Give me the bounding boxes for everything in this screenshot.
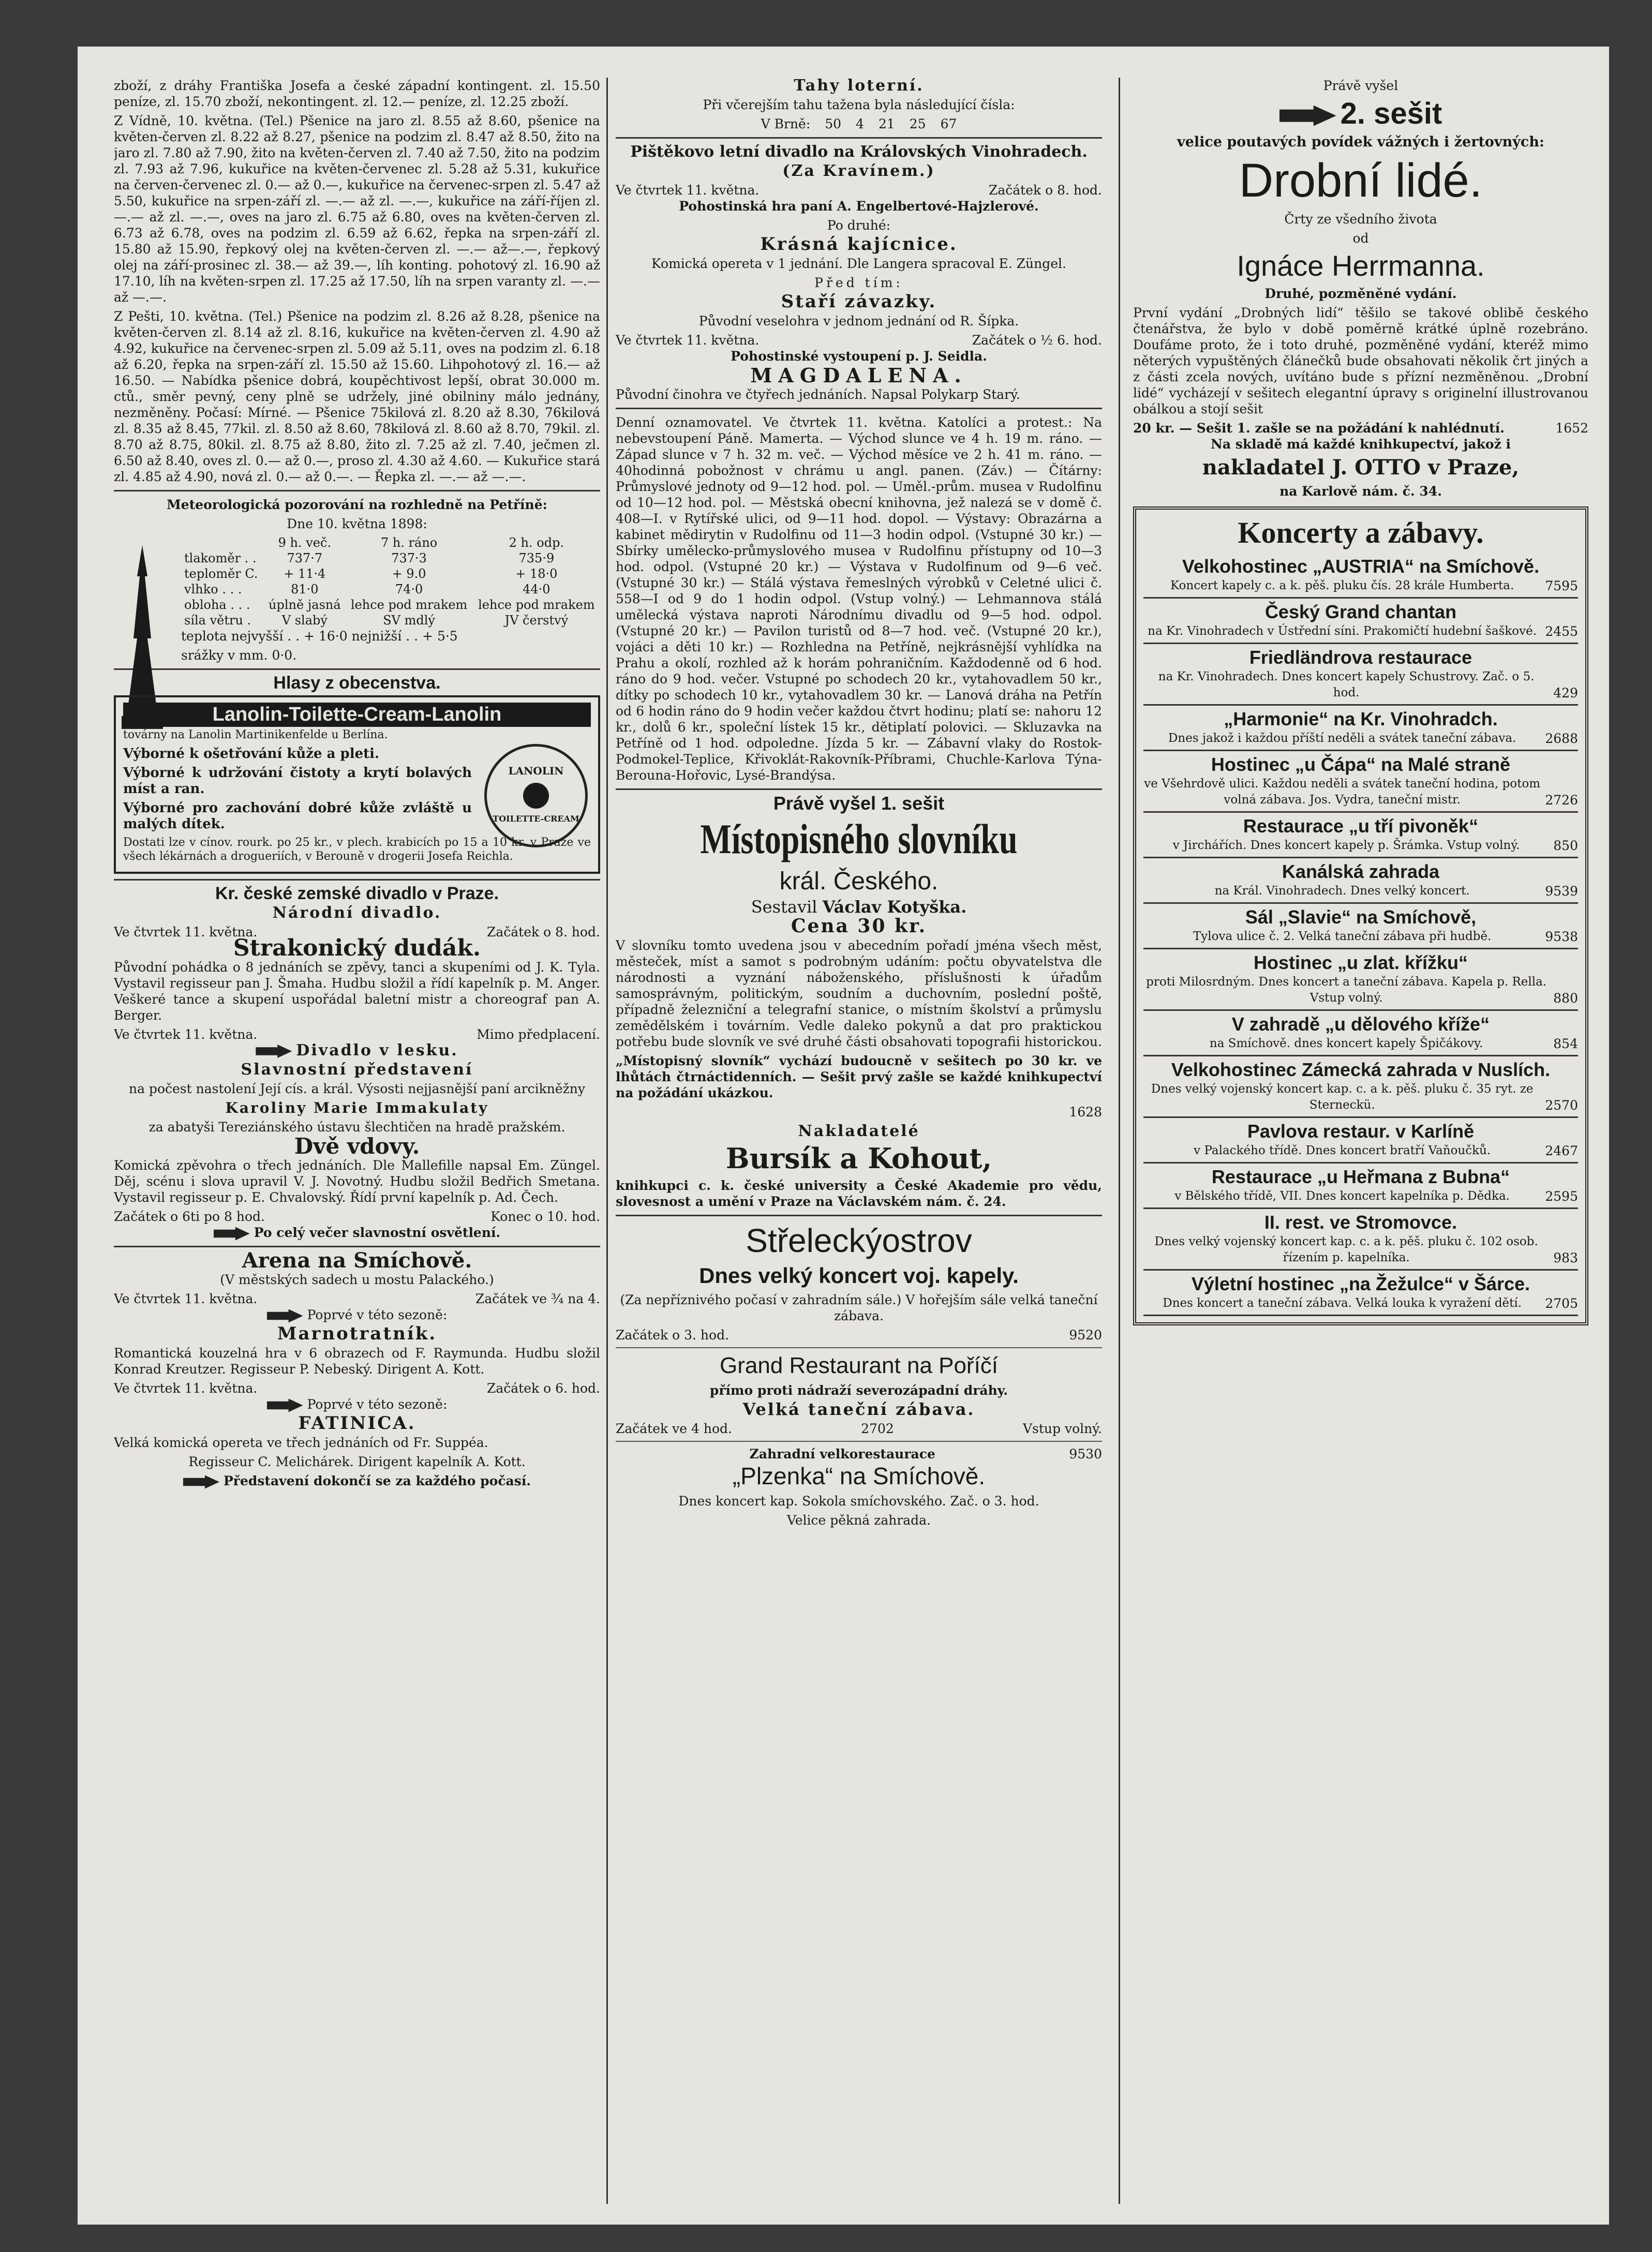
ad-number: 2570 (1545, 1098, 1578, 1113)
pred-tim: Před tím: (814, 275, 903, 290)
theatre-date: Ve čtvrtek 11. května. (114, 1027, 258, 1042)
arena-date: Ve čtvrtek 11. května. (114, 1291, 258, 1306)
ad-number: 1628 (1069, 1105, 1102, 1120)
edition: Druhé, pozměněné vydání. (1264, 286, 1457, 301)
play-title: MAGDALENA. (750, 364, 968, 387)
grand-title: Grand Restaurant na Poříčí (719, 1353, 999, 1378)
play-title: Krásná kajícnice. (760, 234, 958, 255)
divider (616, 788, 1102, 790)
concert-ad-title: Kanálská zahrada (1282, 861, 1440, 882)
pointing-hand-icon (256, 1045, 292, 1058)
summer-host: Pohostinská hra paní A. Engelbertové-Hajzlerové. (679, 199, 1039, 214)
prave-vysel: Právě vyšel (1323, 78, 1398, 93)
meteo-date: Dne 10. května 1898: (287, 516, 427, 531)
slovnik-price: Cena 30 kr. (791, 915, 927, 937)
play-desc: Komická zpěvohra o třech jednáních. Dle Mallefille napsal Em. Züngel. Děj, scénu i slova upravil V. J. Novotný. Hudbu složil Bedřich Smetana. Vystavil regisseur p. E. Chvalovský. Řídí první kapelník p. Ad. Čech. (114, 1158, 600, 1205)
book-desc: První vydání „Drobných lidí“ těšilo se takové oblibě českého čtenářstva, že bylo v době poměrně krátké úplně rozebráno. Doufáme proto, že i toto druhé, pozměněné vydání, kteréž mimo něterých vypuštěných článečků bude obsahovati několik črt jiných a z části zcela nových, uvítáno bude s přízní nezměněnou. „Drobní lidé“ vycházejí v sešitech elegantní úpravy s originelní illustrovanou obálkou a stojí sešit (1133, 305, 1588, 416)
play-desc: Původní pohádka o 8 jednáních se zpěvy, tanci a skupeními od J. K. Tyla. Vystavil regisseur pan J. Šmaha. Hudbu složil a řídí kapelník p. M. Anger. Veškeré tance a skupení uspořádal baletní mistr a choreograf pan A. Berger. (114, 960, 600, 1023)
pointing-hand-icon (183, 1475, 219, 1489)
divider (114, 490, 600, 491)
ad-number: 9530 (1069, 1446, 1102, 1461)
concert-ad-text: v Bělského třídě, VII. Dnes koncert kapelníka p. Dědka. (1174, 1189, 1510, 1203)
book-price: 20 kr. — Sešit 1. zašle se na požádání k nahlédnutí. (1133, 421, 1505, 436)
ad-number: 850 (1553, 838, 1578, 853)
lesku-heading: Divadlo v lesku. (296, 1041, 458, 1060)
theatre-note: Mimo předplacení. (477, 1027, 600, 1042)
concert-ad-text: na Kr. Vinohradech. Dnes koncert kapely Schustrovy. Zač. o 5. hod. (1158, 670, 1535, 699)
concert-ad-text: Tylova ulice č. 2. Velká taneční zábava při hudbě. (1193, 930, 1492, 943)
karolina: Karoliny Marie Immakulaty (225, 1099, 489, 1116)
ad-number: 2595 (1545, 1189, 1578, 1204)
karolina-desc: za abatyši Tereziánského ústavu šlechtičen na hradě pražském. (148, 1120, 565, 1135)
concerts-box (1133, 506, 1588, 1325)
zahr-title: Zahradní velkorestaurace (749, 1446, 935, 1461)
concert-list (1143, 553, 1578, 1316)
play-desc: Komická opereta v 1 jednání. Dle Langera spracoval E. Züngel. (651, 256, 1066, 271)
concert-ad (1143, 706, 1578, 751)
ad-number: 880 (1553, 991, 1578, 1006)
divider (616, 137, 1102, 139)
cirty: Črty ze všedního života (1284, 212, 1437, 227)
concert-ad-title: Velkohostinec Zámecká zahrada v Nuslích. (1171, 1059, 1551, 1080)
concert-ad-text: Dnes velký vojenský koncert kap. c. a k. pěš. pluku č. 35 ryt. ze Sterneckü. (1151, 1082, 1534, 1112)
market-report: Z Pešti, 10. května. (Tel.) Pšenice na podzim zl. 8.26 až 8.28, pšenice na květen-červen zl. 8.14 až zl. 8.16, kukuřice na květen-červen zl. 4.90 až 4.92, kukuřice na červenec-srpen zl. 5.09 až 5.11, oves na podzim zl. 6.18 až 6.20, řepka na srpen-září zl. 15.50 až 15.60. Lihpohotový zl. 16.— až 16.50. — Nabídka pšenice dobrá, koupěchtivost lepší, obrat 30.000 m. ctů., směr pevný, ceny plně se udržely, jiné obilniny málo jednány, nezměněny. Počasí: Mírné. — Pšenice 75kilová zl. 8.20 až 8.30, 76kilová zl. 8.35 až 8.45, 77kil. zl. 8.50 až 8.60, 78kilová zl. 8.60 až 8.70, 79kil. zl. 8.70 až 8.75, 80kil. zl. 8.75 až 8.80, žito zl. 7.25 až zl. 7.40, ječmen zl. 6.50 až 8.40, oves zl. 0.— až 0.—, proso zl. 4.30 až 4.60. — Kukuřice stará zl. 4.85 až 4.90, nová zl. 0.— až 0.—. — Řepka zl. —.— až —.—. (114, 309, 600, 484)
pointing-hand-icon (267, 1309, 303, 1323)
illumination-note: Po celý večer slavnostní osvětlení. (254, 1225, 501, 1240)
arena-first: Poprvé v této sezoně: (307, 1397, 448, 1412)
lottery-numbers: V Brně: 50 4 21 25 67 (761, 116, 957, 131)
ad-number: 7595 (1545, 578, 1578, 593)
concert-ad (1143, 644, 1578, 706)
concert-ad-text: ve Všehrdově ulici. Každou neděli a svátek taneční hodina, potom volná zábava. Jos. Vydra, taneční mistr. (1144, 777, 1541, 807)
table-row: obloha . . . úplně jasná lehce pod mrakem lehce pod mrakem (184, 598, 595, 612)
divider (616, 1441, 1102, 1442)
theatre-end: Konec o 10. hod. (490, 1209, 600, 1224)
concert-ad-text: Dnes koncert a taneční zábava. Velká louka k vyražení dětí. (1163, 1296, 1522, 1310)
arena-sub: (V městských sadech u mostu Palackého.) (220, 1272, 494, 1287)
ad-number: 2705 (1545, 1296, 1578, 1311)
concert-ad (1143, 1118, 1578, 1164)
concert-ad-title: Restaurace „u Heřmana z Bubna“ (1211, 1166, 1510, 1187)
concert-ad-text: v Palackého třídě. Dnes koncert bratří Vaňoučků. (1194, 1144, 1491, 1157)
publisher-address: na Karlově nám. č. 34. (1279, 484, 1442, 499)
concert-ad-title: Hostinec „u zlat. křížku“ (1253, 952, 1468, 973)
lanolin-title: Lanolin-Toilette-Cream-Lanolin (123, 703, 591, 727)
market-report: zboží, z dráhy Františka Josefa a české západní kontingent. zl. 15.50 peníze, zl. 15.70 zboží, nekontingent. zl. 12.— peníze, zl. 12.25 zboží. (114, 78, 600, 109)
strelecky-desc: (Za nepříznivého počasí v zahradním sále.) V hořejším sále velká taneční zábava. (620, 1292, 1098, 1323)
divider (114, 879, 600, 881)
concert-ad-text: Koncert kapely c. a k. pěš. pluku čís. 28 krále Humberta. (1170, 579, 1514, 592)
arena-start: Začátek o 6. hod. (486, 1381, 600, 1396)
voices-heading: Hlasy z obecenstva. (273, 673, 441, 693)
table-row: síla větru . V slabý SV mdlý JV čerstvý (184, 613, 569, 628)
summer-theatre-title: Pištěkovo letní divadlo na Královských Vinohradech. (630, 143, 1088, 161)
concert-ad-title: Sál „Slavie“ na Smíchově, (1245, 906, 1477, 928)
concert-ad (1143, 599, 1578, 644)
daily-notice: Denní oznamovatel. Ve čtvrtek 11. května. Katolíci a protest.: Na nebevstoupení Páně. Mamerta. — Východ slunce ve 4 h. 19 m. ráno. — Západ slunce v 7 h. 32 m. več. — Východ měsíce ve 2 h. 41 m. ráno. — 40hodinná pobožnost v chrámu u angl. panen. (Záv.) — Čítárny: Průmyslové jednoty od 9—12 hod. pol. — Uměl.-prům. musea v Rudolfinu od 10—12 hod. pol. — Městská obecní knihovna, jež nalezá se v domě č. 408—I. v Rytířské ulici, od 9—11 hod. dopol. — Výstavy: Obrazárna a kabinet mědirytin v Rudolfinu od 11—3 hodin odpol. (Vstupné 30 kr.) — Sbírky umělecko-průmyslového musea v Rudolfinu přístupny od 10—3 hod. odpol. (Vstupné 20 kr.) — Výstava v Rudolfinum od 9—6 več. (Vstupné 30 kr.) — Stálá výstava řemeslných výrobků v Celetné ulici č. 558—I od 9 do 1 hodin odpol. (Vstup volný.) — Lehmannova stálá umělecká výstava naproti Národnímu divadlu od 9—5 hod. odpol. (Vstupné 20 kr.) — Pavilon turistů od 8—7 hod. več. (Vstupné 20 kr.), vojáci a děti 10 kr.) — Rozhledna na Petříně, nejkrásnější vyhlídka na Prahu a okolí, rozhled až k horám pohraničním. Každodenně od 6 hod. ráno do 9 hod. večer. Vstupné po schodech 20 kr., vytahovadlem 50 kr., dítky po schodech 10 kr., vytahovadlem 30 kr. — Lanová dráha na Petřín od 6 hodin ráno do 9 hodin večer každou čtvrt hodinu; platí se: nahoru 12 kr., dolů 6 kr., společní lístek 15 kr., dětiplatí polovici. — Skluzavka na Petříně od 1 hod. odpoledne. Jízda 5 kr. — Zábavní vlaky do Rostok-Podmokel-Teplice, Křivoklát-Rakovník-Příbrami, Chuchle-Karlova Týna-Berounа-Hořovic, Lysé-Brandýsa. (616, 415, 1102, 783)
strelecky-title: Střeleckýostrov (746, 1222, 972, 1259)
lanolin-line: Výborné k ošetřování kůže a pleti. (123, 746, 380, 762)
grand-sub: přímo proti nádraží severozápadní dráhy. (709, 1383, 1008, 1398)
slovnik-top: Právě vyšel 1. sešit (773, 793, 945, 814)
pointing-hand-icon (1279, 106, 1336, 126)
lottery-sub: Při včerejším tahu tažena byla následující čísla: (703, 97, 1015, 112)
column-1 (114, 78, 600, 2209)
ad-number: 983 (1553, 1250, 1578, 1265)
meteo-title: Meteorologická pozorování na rozhledně na Petříně: (167, 497, 547, 512)
drobni-title: Drobní lidé. (1239, 154, 1483, 207)
concert-ad (1143, 949, 1578, 1011)
po-druhe: Po druhé: (827, 218, 891, 233)
lanolin-maker: továrny na Lanolin Martinikenfelde u Berlína. (123, 728, 388, 741)
arena-play: Marnotratník. (277, 1323, 437, 1344)
arena-first: Poprvé v této sezoně: (307, 1307, 448, 1322)
arena-start: Začátek ve ¾ na 4. (475, 1291, 600, 1306)
divider (616, 408, 1102, 409)
grand-dance: Velká taneční zábava. (742, 1399, 975, 1419)
store-note: Na skladě má každé knihkupectví, jakož i (1211, 437, 1511, 452)
theatre-sub: Národní divadlo. (272, 904, 442, 922)
author: Ignáce Herrmanna. (1237, 249, 1485, 282)
ad-number: 854 (1553, 1036, 1578, 1051)
lanolin-ad (114, 695, 600, 874)
ad-number: 9520 (1069, 1328, 1102, 1343)
lanolin-bottom: Dostati lze v cínov. rourk. po 25 kr., v plech. krabicích po 15 a 10 kr. v Praze ve všech lékárnách a drogueriích, v Berouně v drogerii Josefa Reichla. (123, 836, 591, 863)
arena-play: FATINICA. (298, 1413, 416, 1434)
slovnik-quote: „Místopisný slovník“ vychází budoucně v sešitech po 30 kr. ve lhůtách čtrnáctidenních. — Sešit prvý zašle se každé knihkupectví na požádání ukázkou. (616, 1053, 1102, 1100)
pointing-hand-icon (267, 1399, 303, 1412)
slovnik-ad (616, 795, 1102, 1210)
concert-ad-text: na Král. Vinohradech. Dnes velký koncert. (1214, 884, 1470, 898)
slovnik-author: Václav Kotyška. (822, 897, 967, 917)
concert-ad-text: na Smíchově. dnes koncert kapely Špičákovy. (1209, 1037, 1483, 1050)
lanolin-line: Výborné pro zachování dobré kůže zvláště u malých dítek. (123, 800, 472, 832)
table-row: teploměr C. + 11·4 + 9.0 + 18·0 (184, 566, 558, 581)
ad-number: 1652 (1555, 421, 1588, 436)
concert-ad-text: na Kr. Vinohradech v Ústřední síni. Prakomičtí hudební šaškové. (1148, 624, 1537, 638)
concert-ad-title: Pavlova restaur. v Karlíně (1247, 1121, 1475, 1142)
column-rule (606, 78, 608, 2204)
arena-note: Představení dokončí se za každého počasí. (223, 1473, 531, 1488)
sesit-title: 2. sešit (1340, 97, 1442, 130)
play-desc: Původní činohra ve čtyřech jednáních. Napsal Polykarp Starý. (616, 387, 1020, 402)
concert-ad-title: V zahradě „u dělového kříže“ (1231, 1013, 1490, 1035)
plzenka-desc2: Velice pěkná zahrada. (786, 1513, 931, 1528)
arena-date: Ve čtvrtek 11. května. (114, 1381, 258, 1396)
ad-number: 2455 (1545, 624, 1578, 639)
lanolin-line: Výborné k udržování čistoty a krytí bolavých míst a ran. (123, 765, 472, 797)
theatre-start: Začátek o 8. hod. (486, 924, 600, 939)
concert-ad-text: v Jirchářích. Dnes koncert kapely p. Šrámka. Vstup volný. (1172, 839, 1520, 852)
concert-ad (1143, 1056, 1578, 1118)
strelecky-concert: Dnes velký koncert voj. kapely. (699, 1263, 1019, 1288)
concert-ad (1143, 904, 1578, 949)
sesit-sub: velice poutavých povídek vážných i žertovných: (1177, 134, 1544, 150)
ad-number: 9539 (1545, 884, 1578, 899)
concert-ad-title: Výletní hostinec „na Žežulce“ v Šárce. (1191, 1273, 1530, 1294)
concert-ad (1143, 751, 1578, 813)
theatre-title: Kr. české zemské divadlo v Praze. (215, 884, 499, 903)
divider (114, 668, 600, 670)
arena-desc: Romantická kouzelná hra v 6 obrazech od F. Raymunda. Hudbu složil Konrad Kreutzer. Regisseur P. Nebeský. Dirigent A. Kott. (114, 1346, 600, 1377)
od: od (1352, 231, 1369, 246)
concert-ad (1143, 1271, 1578, 1316)
meteo-extra: teplota nejvyšší . . + 16·0 nejnižší . . + 5·5 (181, 629, 458, 644)
column-3 (1133, 78, 1588, 2209)
plzenka-title: „Plzenka“ na Smíchově. (732, 1463, 986, 1489)
arena-regisseur: Regisseur C. Melichárek. Dirigent kapelník A. Kott. (188, 1454, 526, 1469)
market-report: Z Vídně, 10. května. (Tel.) Pšenice na jaro zl. 8.55 až 8.60, pšenice na květen-červen zl. 8.22 až 8.27, pšenice na podzim zl. 8.47 až 8.50, žito na jaro zl. 7.80 až 7.90, žito na květen-červen zl. 7.40 až 7.50, žito na podzim zl. 7.93 až 7.96, kukuřice na květen-červenec zl. 5.28 až 5.31, kukuřice na červen-červenec zl. 0.— až 0.—, kukuřice na červenec-srpen zl. 5.47 až 5.50, kukuřice na srpen-září zl. —.— až zl. —.—, kukuřice na září-říjen zl. —.— až zl. —.—, oves na jaro zl. 6.75 až 6.80, oves na květen-červen zl. 6.73 až 6.78, oves na podzim zl. 6.59 až 6.62, řepka na srpen-září zl. 15.80 až 15.90, řepkový olej na květen-červen zl. —.— až—.—, řepkový olej na září-prosinec zl. 38.— až 39.—, líh konting. pohotový zl. 16.90 až 17.10, líh na květen-srpen zl. 17.25 až 17.50, líh na srpen varanty zl. —.— až —.—. (114, 113, 600, 305)
slav-desc: na počest nastolení Její cís. a král. Výsosti nejjasnější paní arcikněžny (128, 1081, 586, 1096)
concert-ad (1143, 858, 1578, 904)
plzenka-desc: Dnes koncert kap. Sokola smíchovského. Zač. o 3. hod. (678, 1494, 1039, 1509)
lanolin-seal-icon: LANOLIN TOILETTE-CREAM (484, 744, 588, 847)
theatre-start: Začátek o 6ti po 8 hod. (114, 1209, 265, 1224)
lottery-title: Tahy loterní. (794, 78, 924, 95)
concert-ad-title: Restaurace „u tří pivoněk“ (1243, 815, 1479, 837)
concert-ad-title: Velkohostinec „AUSTRIA“ na Smíchově. (1182, 556, 1540, 577)
concert-ad (1143, 1011, 1578, 1056)
ad-number: 2726 (1545, 793, 1578, 808)
column-rule (1119, 78, 1120, 2204)
divider (616, 1215, 1102, 1216)
concert-ad (1143, 1209, 1578, 1271)
slovnik-title: Místopisného slovníku (700, 815, 1018, 862)
slovnik-author-label: Sestavil (751, 897, 817, 917)
arena-desc: Velká komická opereta ve třech jednáních od Fr. Suppéa. (114, 1435, 488, 1450)
divider (114, 1246, 600, 1247)
play-title: Dvě vdovy. (294, 1134, 420, 1159)
play-title: Staří závazky. (781, 291, 937, 312)
publishers-name: Bursík a Kohout, (725, 1142, 992, 1175)
meteo-block (114, 535, 600, 663)
summer-sub: (Za Kravínem.) (782, 162, 935, 180)
concert-ad-title: Hostinec „u Čápa“ na Malé straně (1211, 754, 1511, 775)
concert-ad-text: Dnes jakož i každou příští neděli a svátek taneční zábava. (1168, 732, 1516, 745)
concerts-title: Koncerty a zábavy. (1238, 516, 1484, 549)
ad-number: 9538 (1545, 929, 1578, 944)
ad-number: 2467 (1545, 1143, 1578, 1158)
concert-ad-title: „Harmonie“ na Kr. Vinohradch. (1224, 708, 1498, 729)
table-row: tlakoměr . . 737·7 737·3 735·9 (184, 551, 555, 565)
concert-ad-text: Dnes velký vojenský koncert kap. c. a k. pěš. pluku č. 102 osob. řízením p. kapelníka. (1154, 1235, 1538, 1264)
play-title: Strakonický dudák. (233, 935, 481, 961)
pointing-hand-icon (214, 1227, 250, 1241)
theatre-date: Ve čtvrtek 11. května. (114, 924, 258, 939)
newspaper-page (78, 47, 1609, 2225)
arena-title: Arena na Smíchově. (242, 1248, 472, 1273)
seidl-note: Pohostinské vystoupení p. J. Seidla. (731, 349, 987, 364)
ad-number: 2702 (861, 1421, 894, 1436)
play-desc: Původní veselohra v jednom jednání od R. Šípka. (698, 314, 1019, 329)
meteo-table: 9 h. več. 7 h. ráno 2 h. odp. tlakoměr . . 737·7 737·3 735·9 teploměr C. + 11·4 + 9.0 + 18·0 vlhko . . . 81·0 74·0 44·0 obloha . . . úplně jasná lehce pod mrakem lehce pod mrakem síla větru . V slabý SV mdlý JV čerstvý (181, 535, 600, 628)
concert-ad-title: Friedländrova restaurace (1249, 647, 1472, 668)
concert-ad-text: proti Milosrdným. Dnes koncert a taneční zábava. Kapela p. Rella. Vstup volný. (1146, 975, 1547, 1005)
concert-ad-title: II. rest. ve Stromovce. (1264, 1212, 1457, 1233)
ad-number: 2688 (1545, 731, 1578, 746)
slovnik-desc: V slovníku tomto uvedena jsou v abecedním pořadí jména všech měst, městeček, míst a samot s podrobným udáním: počtu obyvatelstva dle národnosti a vyznání náboženského, příslušnosti k úřadům samosprávným, politickým, soudním a duchovním, poslední poště, případně železniční a telegrafní stanice, o místním školství a průmyslu zemědělském i továrním. Vedle daleko pokynů a dat pro praktickou potřebu bude slovník ve své druhé části obsahovati topografii historickou. (616, 938, 1102, 1049)
slav-heading: Slavnostní představení (241, 1061, 473, 1079)
concert-ad-title: Český Grand chantan (1264, 601, 1457, 622)
concert-ad (1143, 1164, 1578, 1209)
meteo-extra: srážky v mm. 0·0. (181, 648, 297, 663)
column-2: Tahy loterní. Při včerejším tahu tažena byla následující čísla: V Brně: 50 4 21 25 67 Pištěkovo letní divadlo na Královských Vinohradech. (Za Kravínem.) Ve čtvrtek 11. května. Začátek o 8. hod. Pohostinská hra paní A. Engelbertové-Hajzlerové. Po druhé: Krásná kajícnice. Komická opereta v 1 jednání. Dle Langera spracoval E. Züngel. Před tím: Staří závazky. Původní veselohra v jednom jednání od R. Šípka. Ve čtvrtek 11. května. Začátek o ½ 6. hod. Pohostinské vystoupení p. J. Seidla. MAGDALENA. Původní činohra ve čtyřech jednáních. Napsal Polykarp Starý. Denní oznamovatel. Ve čtvrtek 11. května. Katolíci a protest.: Na nebevstoupení Páně. Mamerta. — Východ slunce ve 4 h. 19 m. ráno. — Západ slunce v 7 h. 32 m. več. — Východ měsíce ve 2 h. 41 m. ráno. — 40hodinná pobožnost v chrámu u angl. panen. (Záv.) — Čítárny: Průmyslové jednoty od 9—12 hod. pol. — Uměl.-prům. musea v Rudolfinu od 10—12 hod. pol. — Městská obecní knihovna, jež nalezá se v domě č. 408—I. v Rytířské ulici, od 9—11 hod. dopol. — Výstavy: Obrazárna a kabinet mědirytin v Rudolfinu od 11—3 hodin odpol. (Vstupné 30 kr.) — Sbírky umělecko-průmyslového musea v Rudolfinu přístupny od 10—3 hod. odpol. (Vstupné 20 kr.) — Výstava v Rudolfinum od 9—6 več. (Vstupné 30 kr.) — Stálá výstava řemeslných výrobků v Celetné ulici č. 558—I od 9 do 1 hodin odpol. (Vstup volný.) — Lehmannova stálá umělecká výstava naproti Národnímu divadlu od 9—5 hod. odpol. (Vstupné 20 kr.) — Pavilon turistů od 8—7 hod. več. (Vstupné 20 kr.), vojáci a děti 10 kr.) — Rozhledna na Petříně, nejkrásnější vyhlídka na Prahu a okolí, rozhled až k horám pohraničním. Každodenně od 6 hod. ráno do 9 hod. večer. Vstupné po schodech 20 kr., vytahovadlem 50 kr., dítky po schodech 10 kr., vytahovadlem 30 kr. — Lanová dráha na Petřín od 6 hodin ráno do 9 hodin večer každou čtvrt hodinu; platí se: nahoru 12 kr., dolů 6 kr., společní lístek 15 kr., dětiplatí polovici. — Skluzavka na Petříně od 1 hod. odpoledne. Jízda 5 kr. — Zábavní vlaky do Rostok-Podmokel-Teplice, Křivoklát-Rakovník-Příbrami, Chuchle-Karlova Týna-Berounа-Hořovic, Lysé-Brandýsa. Právě vyšel 1. sešit Místopisného slovníku král. Českého. Sestavil Václav Kotyška. Cena 30 kr. V slovníku tomto uvedena jsou v abecedním pořadí jména všech měst, městeček, míst a samot s podrobným udáním: počtu obyvatelstva dle národnosti a vyznání náboženského, příslušnosti k úřadům samosprávným, politickým, soudním a duchovním, poslední poště, případně železniční a telegrafní stanice, o místním školství a průmyslu zemědělském i továrním. Vedle daleko pokynů a dat pro praktickou potřebu bude slovník ve své druhé části obsahovati topografii historickou. „Místopisný slovník“ vychází budoucně v sešitech po 30 kr. ve lhůtách čtrnáctidenních. — Sešit prvý zašle se každé knihkupectví na požádání ukázkou. 1628 Nakladatelé Bursík a Kohout, knihkupci c. k. české university a České Akademie pro vědu, slovesnost a umění v Praze na Václavském nám. č. 24. Střeleckýostrov Dnes velký koncert voj. kapely. (Za nepříznivého počasí v zahradním sále.) V hořejším sále velká taneční zábava. Začátek o 3. hod. 9520 Grand Restaurant na Poříčí přímo proti nádraží severozápadní dráhy. Velká taneční zábava. Začátek ve 4 hod. 2702 Vstup volný. Zahradní velkorestaurace 9530 „Plzenka“ na Smíchově. Dnes koncert kap. Sokola smíchovského. Zač. o 3. hod. Velice pěkná zahrada. (616, 78, 1102, 1528)
divider (616, 1347, 1102, 1348)
publishers-desc: knihkupci c. k. české university a České Akademie pro vědu, slovesnost a umění v Praze na Václavském nám. č. 24. (616, 1178, 1102, 1209)
ad-number: 429 (1553, 685, 1578, 700)
concert-ad (1143, 813, 1578, 858)
publisher: nakladatel J. OTTO v Praze, (1202, 455, 1520, 480)
table-row: vlhko . . . 81·0 74·0 44·0 (184, 582, 550, 596)
slovnik-sub: král. Českého. (779, 868, 939, 895)
concert-ad (1143, 553, 1578, 599)
publishers-label: Nakladatelé (798, 1122, 920, 1140)
